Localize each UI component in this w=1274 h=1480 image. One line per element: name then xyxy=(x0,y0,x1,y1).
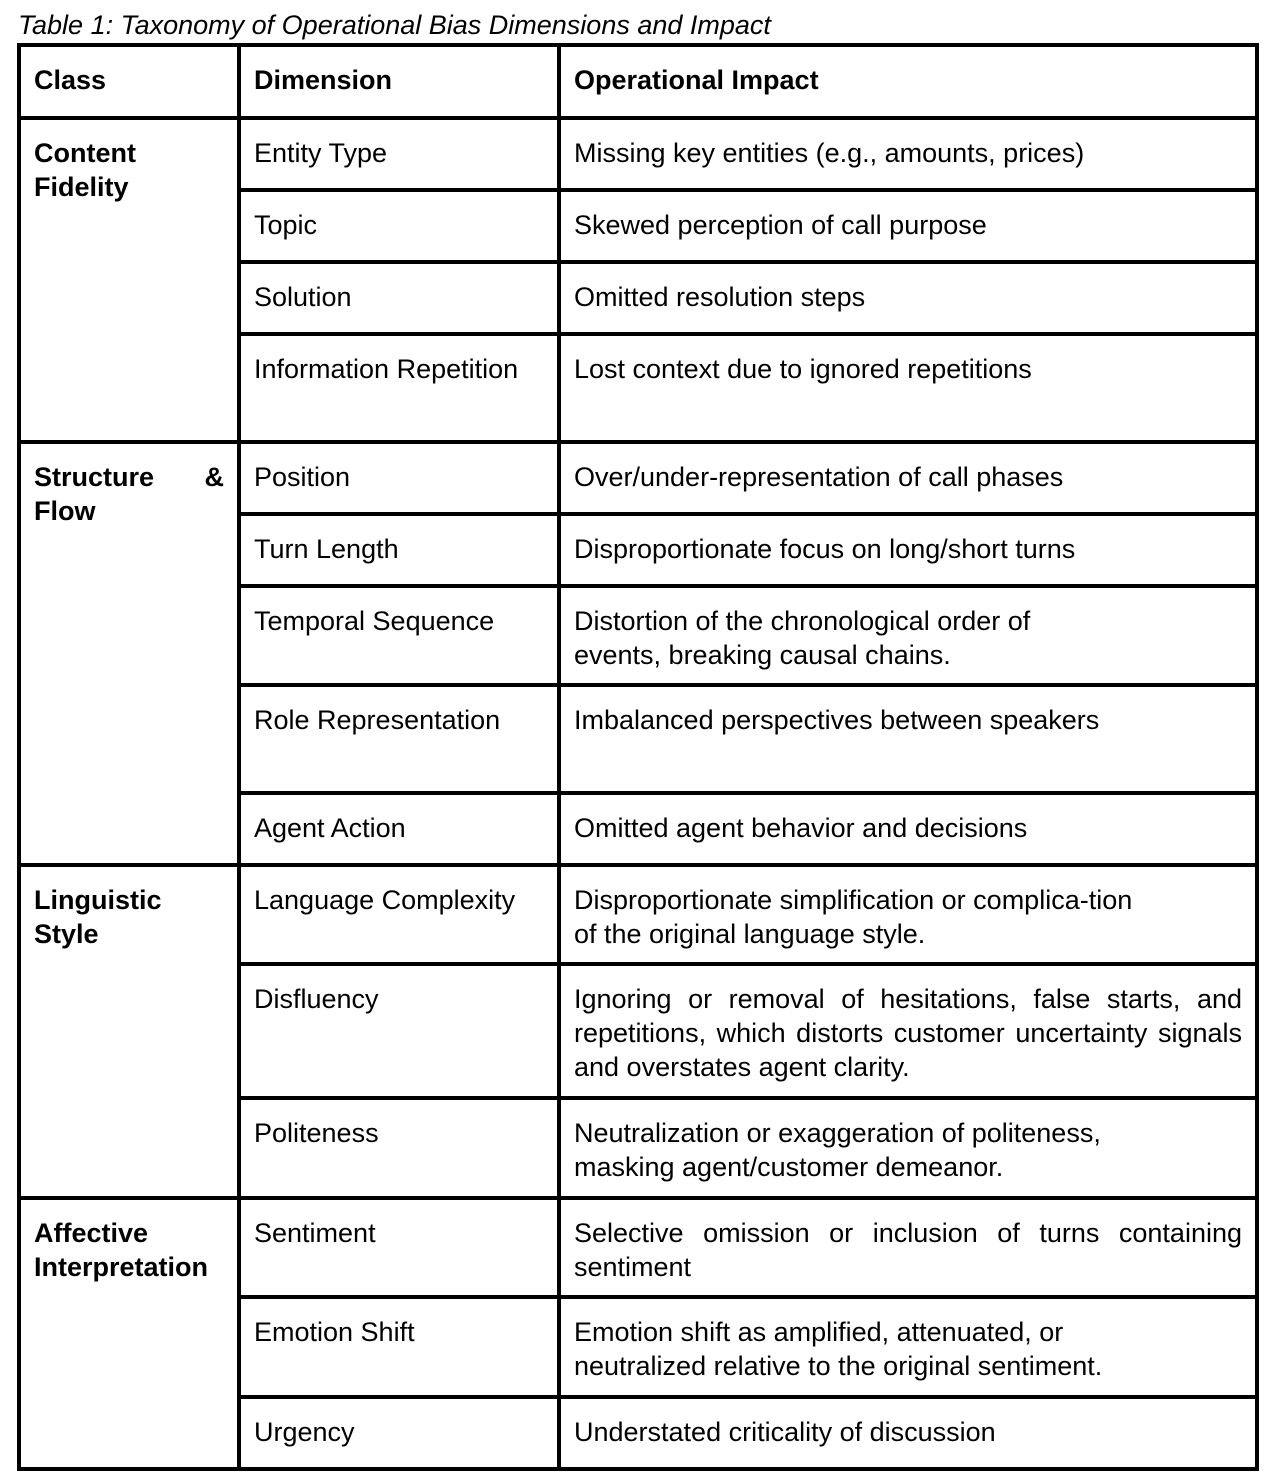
impact-cell: Disproportionate focus on long/short turns xyxy=(559,514,1257,586)
impact-cell: Selective omission or inclusion of turns containing sentiment xyxy=(559,1198,1257,1297)
header-class: Class xyxy=(19,45,239,118)
class-label-line: Flow xyxy=(34,496,96,526)
impact-cell: Distortion of the chronological order of events, breaking causal chains. xyxy=(559,586,1257,685)
impact-cell: Skewed perception of call purpose xyxy=(559,190,1257,262)
impact-cell: Imbalanced perspectives between speakers xyxy=(559,685,1257,793)
class-label-line: Linguistic xyxy=(34,885,162,915)
table-row xyxy=(19,442,1257,514)
table-row xyxy=(19,118,1257,190)
bias-taxonomy-table xyxy=(17,43,1259,1471)
class-cell-linguistic-style xyxy=(19,865,239,1198)
dimension-cell: Turn Length xyxy=(239,514,559,586)
impact-cell: Omitted agent behavior and decisions xyxy=(559,793,1257,865)
dimension-cell: Language Complexity xyxy=(239,865,559,964)
class-label-word: & xyxy=(204,462,224,492)
impact-cell: Disproportionate simplification or complica-tion of the original language style. xyxy=(559,865,1257,964)
impact-cell: Neutralization or exaggeration of politeness, masking agent/customer demeanor. xyxy=(559,1098,1257,1198)
dimension-cell: Emotion Shift xyxy=(239,1297,559,1397)
class-label-line xyxy=(34,460,224,494)
dimension-cell: Agent Action xyxy=(239,793,559,865)
impact-cell: Over/under-representation of call phases xyxy=(559,442,1257,514)
class-cell-affective-interpretation xyxy=(19,1198,239,1469)
impact-cell: Lost context due to ignored repetitions xyxy=(559,334,1257,442)
class-label-line: Interpretation xyxy=(34,1252,209,1282)
dimension-cell: Entity Type xyxy=(239,118,559,190)
impact-cell: Omitted resolution steps xyxy=(559,262,1257,334)
class-cell-structure-flow xyxy=(19,442,239,865)
dimension-cell: Position xyxy=(239,442,559,514)
table-row xyxy=(19,865,1257,964)
dimension-cell: Urgency xyxy=(239,1397,559,1469)
class-label-line: Affective xyxy=(34,1218,149,1248)
impact-cell: Emotion shift as amplified, attenuated, or neutralized relative to the original sentiment. xyxy=(559,1297,1257,1397)
dimension-cell: Topic xyxy=(239,190,559,262)
header-row xyxy=(19,45,1257,118)
class-label-line: Style xyxy=(34,919,99,949)
dimension-cell: Information Repetition xyxy=(239,334,559,442)
header-dimension: Dimension xyxy=(239,45,559,118)
dimension-cell: Solution xyxy=(239,262,559,334)
table-caption: Table 1: Taxonomy of Operational Bias Dimensions and Impact xyxy=(18,10,771,40)
dimension-cell: Disfluency xyxy=(239,964,559,1098)
class-label-line: Fidelity xyxy=(34,172,129,202)
impact-cell: Ignoring or removal of hesitations, false starts, and repetitions, which distorts customer uncertainty signals and overstates agent clarity. xyxy=(559,964,1257,1098)
dimension-cell: Politeness xyxy=(239,1098,559,1198)
dimension-cell: Role Representation xyxy=(239,685,559,793)
class-label-line: Content xyxy=(34,138,136,168)
dimension-cell: Temporal Sequence xyxy=(239,586,559,685)
header-impact: Operational Impact xyxy=(559,45,1257,118)
table-row xyxy=(19,1198,1257,1297)
impact-cell: Understated criticality of discussion xyxy=(559,1397,1257,1469)
class-cell-content-fidelity xyxy=(19,118,239,442)
impact-cell: Missing key entities (e.g., amounts, prices) xyxy=(559,118,1257,190)
dimension-cell: Sentiment xyxy=(239,1198,559,1297)
class-label-word: Structure xyxy=(34,462,155,492)
